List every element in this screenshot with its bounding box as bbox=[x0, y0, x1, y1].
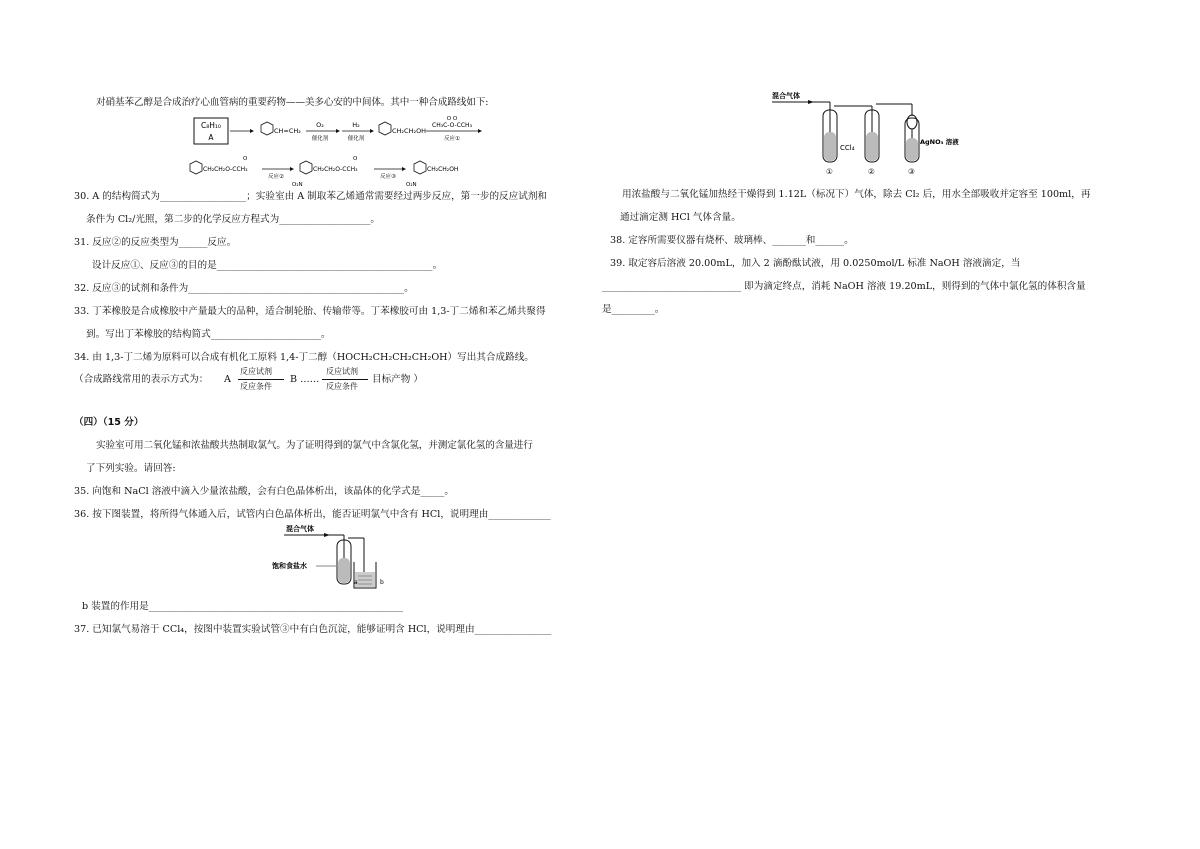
fig1-flow-arrow bbox=[324, 533, 330, 537]
reaction-2-label: 反应② bbox=[268, 174, 284, 180]
question-39-cont: _____________________________ 即为滴定终点，消耗 NaOH 溶液 19.20mL，则得到的气体中氯化氢的体积含量 bbox=[602, 281, 1086, 292]
question-36: 36. 按下图装置，将所得气体通入后，试管内白色晶体析出，能否证明氯气中含有 HCl，说明理由_____________ bbox=[74, 509, 551, 520]
question-37: 37. 已知氯气易溶于 CCl₄，按图中装置实验试管③中有白色沉淀，能够证明含 HCl，说明理由________________ bbox=[74, 624, 552, 635]
question-32: 32. 反应③的试剂和条件为_____________________________________________。 bbox=[74, 283, 414, 294]
fig2-bulb bbox=[907, 115, 917, 129]
fig1-tube-liquid bbox=[338, 558, 350, 583]
question-33: 33. 丁苯橡胶是合成橡胶中产量最大的品种，适合制轮胎、传输带等。丁苯橡胶可由 1,3-丁二烯和苯乙烯共聚得 bbox=[74, 306, 546, 317]
fig2-number-3: ③ bbox=[908, 167, 915, 176]
left-column bbox=[74, 96, 594, 637]
question-39: 39. 取定容后溶液 20.00mL，加入 2 滴酚酞试液，用 0.0250mol/L 标准 NaOH 溶液滴定，当 bbox=[610, 258, 1021, 269]
product-phenylethanol: CH₂CH₂OH bbox=[392, 127, 427, 135]
catalyst-1: 催化剂 bbox=[311, 136, 329, 142]
question-39-end: 是_________。 bbox=[602, 304, 665, 315]
apparatus-figure-1 bbox=[74, 522, 594, 592]
route-condition-2: 反应条件 bbox=[326, 382, 358, 391]
apparatus-figure-2 bbox=[602, 86, 1142, 178]
section4-intro-1: 实验室可用二氧化锰和浓盐酸共热制取氯气。为了证明得到的氯气中含氯化氢，并测定氯化氢的含量进行 bbox=[96, 440, 533, 451]
section3-intro: 对硝基苯乙醇是合成治疗心血管病的重要药物——美多心安的中间体。其中一种合成路线如下: bbox=[96, 97, 489, 108]
question-30-cont: 条件为 Cl₂/光照，第二步的化学反应方程式为___________________。 bbox=[86, 214, 380, 225]
fig1-label-b: b bbox=[380, 579, 384, 586]
arrowhead-2 bbox=[336, 129, 340, 133]
question-33-cont: 到。写出丁苯橡胶的结构简式_______________________。 bbox=[86, 329, 331, 340]
benzene-ring-1 bbox=[261, 122, 273, 135]
arrowhead-3 bbox=[370, 129, 374, 133]
carbonyl-marks: O O bbox=[446, 116, 458, 122]
fig1-label-a: a bbox=[354, 579, 358, 586]
carbonyl-mark-3: O bbox=[353, 156, 358, 162]
conc-paragraph-1: 用浓盐酸与二氧化锰加热经干燥得到 1.12L（标况下）气体，除去 Cl₂ 后，用水全部吸收并定容至 100ml，再 bbox=[622, 189, 1091, 200]
route-b: B …… bbox=[290, 374, 320, 385]
fig2-agno3-label: AgNO₃ 溶液 bbox=[920, 138, 959, 146]
conc-paragraph-2: 通过滴定测 HCl 气体含量。 bbox=[620, 212, 741, 223]
reagent-o2: O₂ bbox=[316, 121, 324, 129]
carbonyl-mark-2: O bbox=[243, 156, 248, 162]
reaction-1-label: 反应① bbox=[444, 136, 460, 142]
fig2-gas-label: 混合气体 bbox=[772, 92, 800, 100]
route-a: A bbox=[224, 374, 231, 385]
reaction-3-label: 反应③ bbox=[380, 174, 396, 180]
section4-intro-2: 了下列实验。请回答: bbox=[86, 463, 176, 474]
question-31: 31. 反应②的反应类型为______反应。 bbox=[74, 237, 237, 248]
box-label: A bbox=[208, 133, 214, 142]
fig1-solution-label: 饱和食盐水 bbox=[272, 562, 307, 570]
box-formula: C₈H₁₀ bbox=[201, 121, 221, 130]
question-38: 38. 定容所需要仪器有烧杯、玻璃棒、_______和______。 bbox=[610, 235, 854, 246]
route-notation bbox=[74, 368, 594, 390]
route-prefix: （合成路线常用的表示方式为： bbox=[74, 374, 209, 385]
benzene-ring-3 bbox=[190, 161, 202, 174]
right-column bbox=[602, 86, 1142, 317]
fig2-tube-3-liquid bbox=[906, 138, 918, 161]
benzene-ring-5 bbox=[414, 161, 426, 174]
fig2-tube-2-liquid bbox=[866, 132, 878, 161]
fig2-number-2: ② bbox=[868, 167, 875, 176]
product-ester: CH₂CH₂O-CCH₃ bbox=[203, 166, 248, 173]
reagent-h2: H₂ bbox=[352, 121, 360, 129]
benzene-ring-2 bbox=[379, 122, 391, 135]
route-reagent-2: 反应试剂 bbox=[326, 367, 358, 376]
question-36-b: b 装置的作用是_____________________________________________________ bbox=[82, 601, 403, 612]
question-31-cont: 设计反应①、反应③的目的是_____________________________________________。 bbox=[92, 260, 443, 271]
fig1-beaker-liquid bbox=[355, 572, 375, 587]
product-nitrophenylethanol: CH₂CH₂OH bbox=[427, 166, 459, 173]
arrowhead-5 bbox=[290, 167, 294, 171]
arrowhead-1 bbox=[250, 129, 254, 133]
nitro-group-2: O₂N bbox=[406, 182, 417, 188]
fig2-number-1: ① bbox=[826, 167, 833, 176]
arrowhead-4 bbox=[478, 129, 482, 133]
fig2-tube-1-liquid bbox=[824, 132, 836, 161]
question-34: 34. 由 1,3-丁二烯为原料可以合成有机化工原料 1,4-丁二醇（HOCH₂CH₂CH₂CH₂OH）写出其合成路线。 bbox=[74, 352, 534, 363]
arrowhead-6 bbox=[402, 167, 406, 171]
fig1-gas-label: 混合气体 bbox=[286, 525, 314, 533]
nitro-group-1: O₂N bbox=[292, 182, 303, 188]
fig2-ccl4-label: CCl₄ bbox=[840, 144, 855, 152]
product-nitro-ester: CH₂CH₂O-CCH₃ bbox=[313, 166, 358, 173]
route-target: 目标产物 ） bbox=[372, 374, 424, 385]
catalyst-2: 催化剂 bbox=[347, 136, 365, 142]
question-30: 30. A 的结构简式为__________________；实验室由 A 制取苯乙烯通常需要经过两步反应，第一步的反应试剂和 bbox=[74, 191, 548, 202]
reagent-anhydride: CH₃C-O-CCH₃ bbox=[432, 122, 472, 129]
route-reagent-1: 反应试剂 bbox=[240, 367, 272, 376]
benzene-ring-4 bbox=[300, 161, 312, 174]
product-styrene: CH=CH₂ bbox=[274, 127, 301, 135]
route-condition-1: 反应条件 bbox=[240, 382, 272, 391]
synthesis-scheme bbox=[74, 112, 594, 190]
fig2-flow-arrow bbox=[808, 100, 814, 104]
question-35: 35. 向饱和 NaCl 溶液中滴入少量浓盐酸，会有白色晶体析出，该晶体的化学式是_____。 bbox=[74, 486, 454, 497]
section4-title: （四）（15 分） bbox=[74, 417, 144, 428]
